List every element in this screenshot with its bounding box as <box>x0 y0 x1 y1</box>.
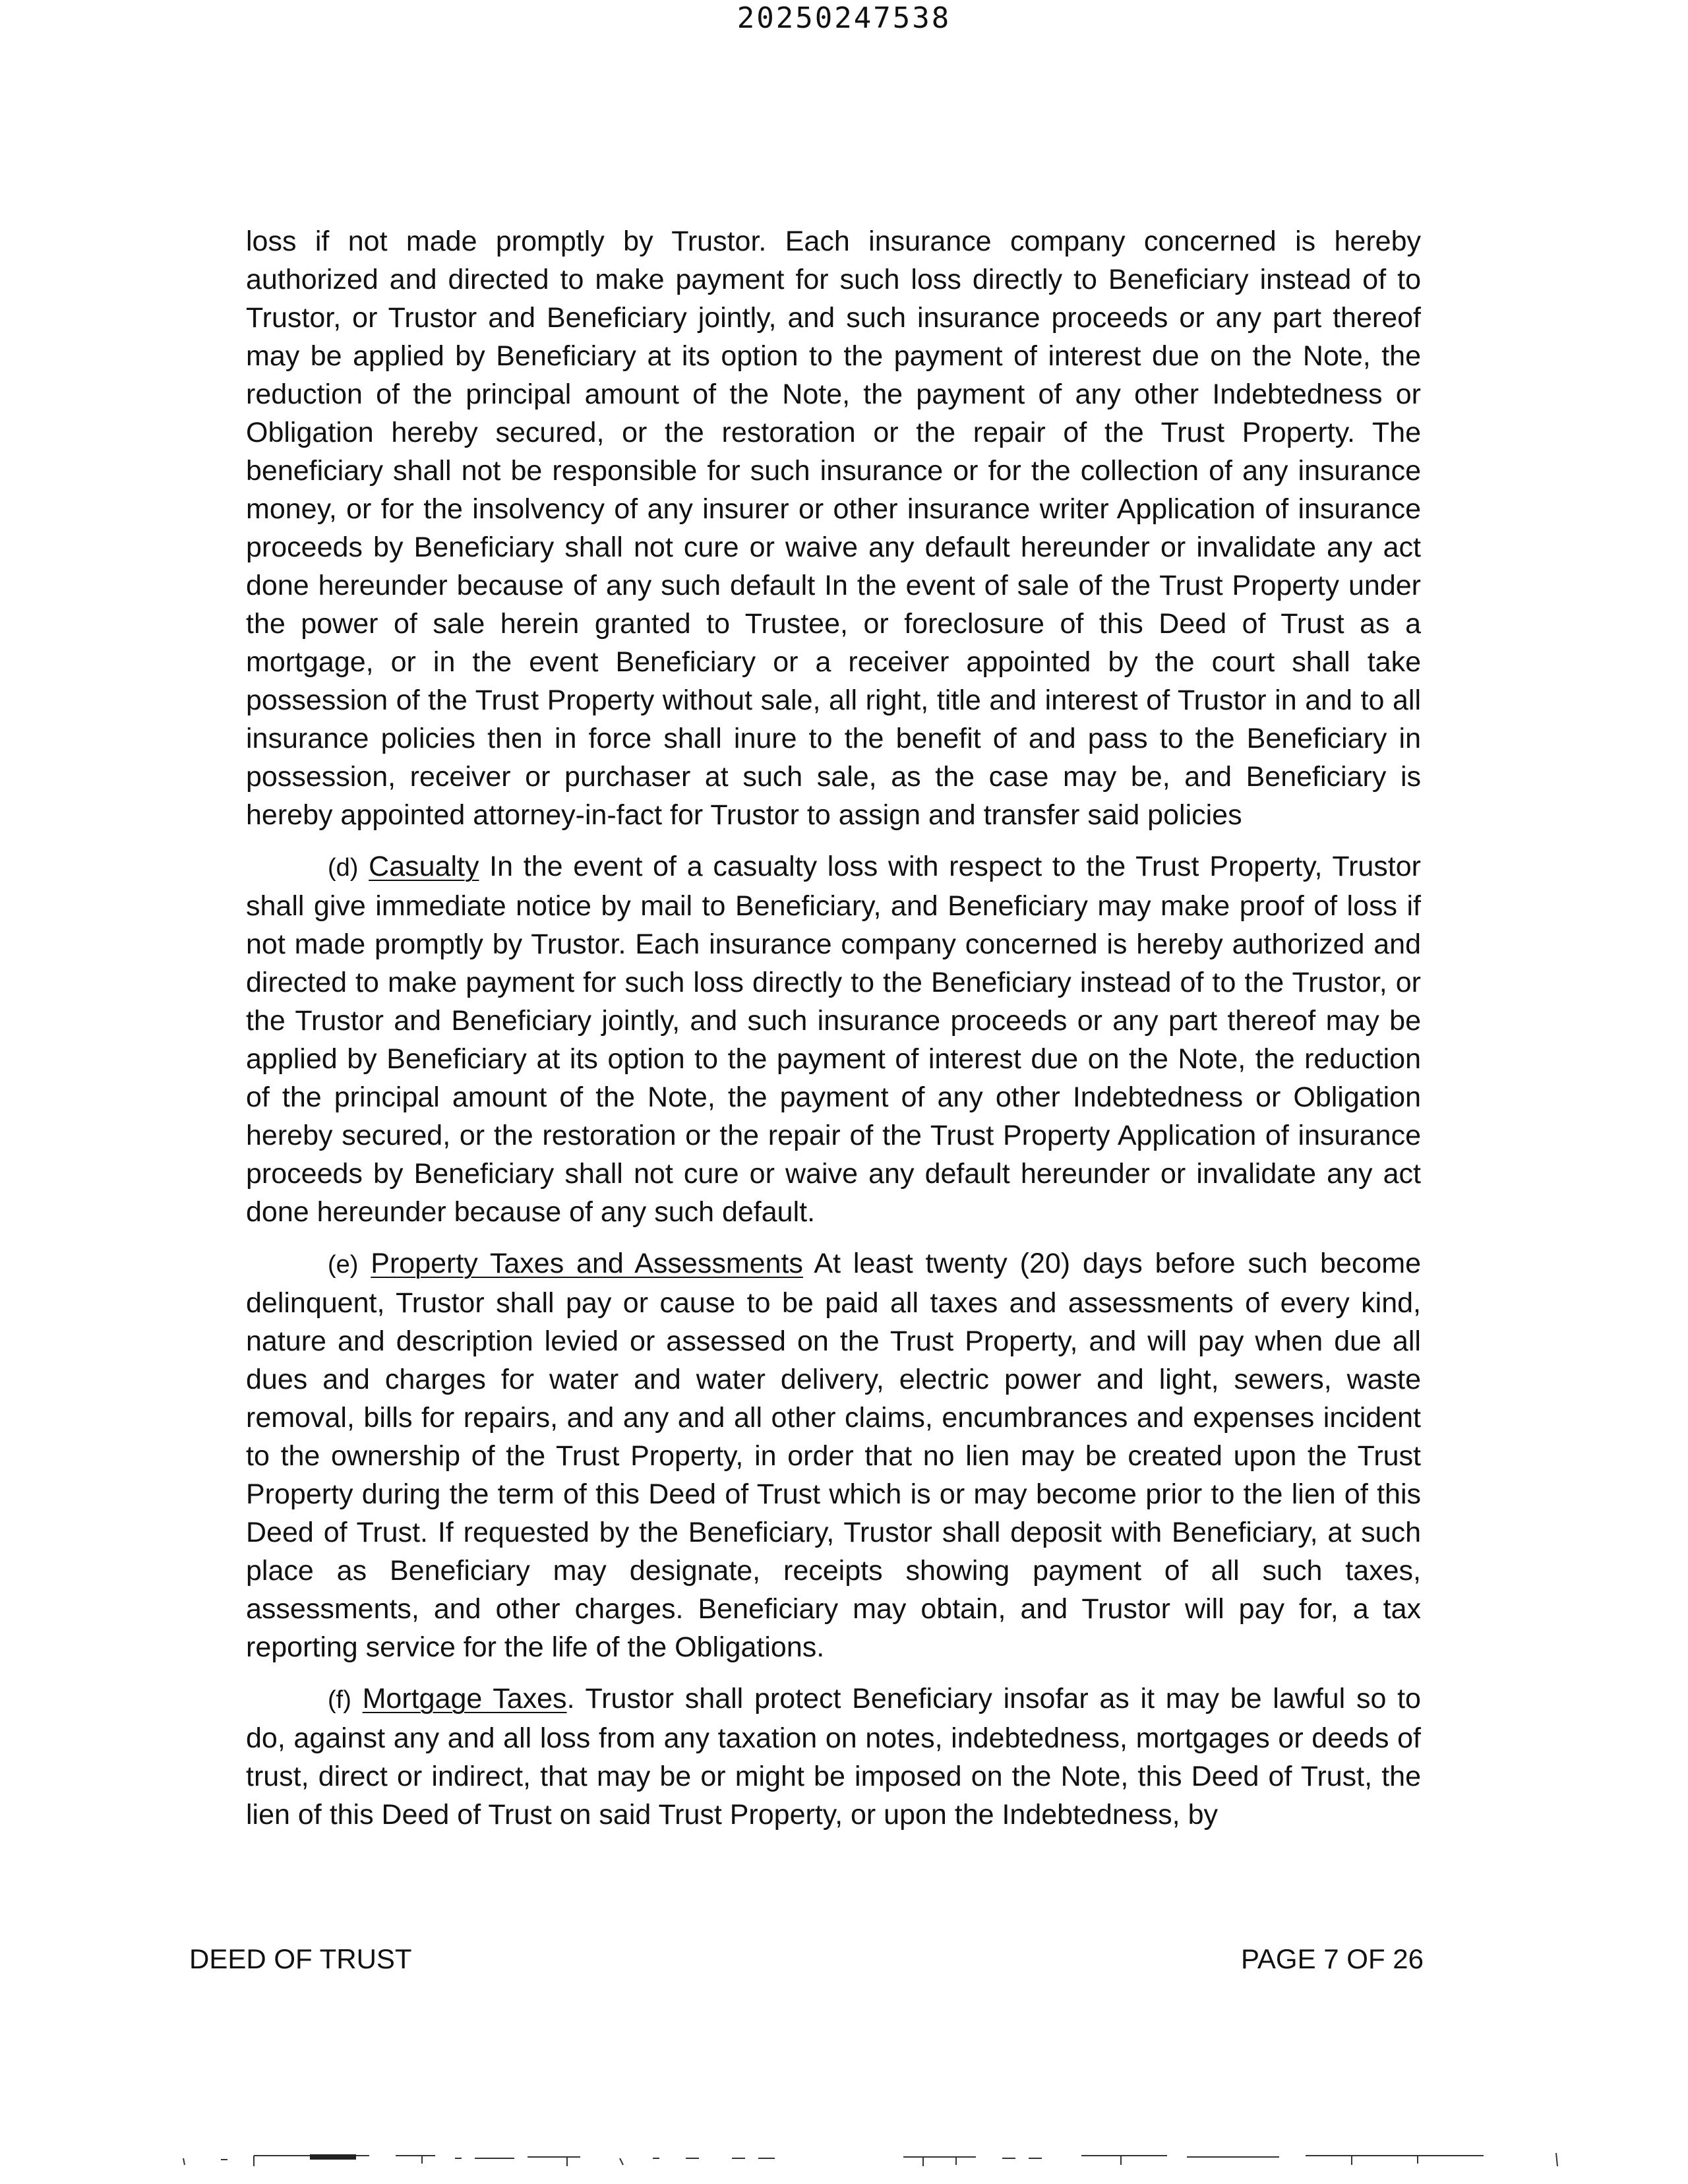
footer-page-number: PAGE 7 OF 26 <box>1241 1943 1424 1974</box>
paragraph-insurance-continued: loss if not made promptly by Trustor. Each insurance company concerned is hereby authorized and directed to make payment for such loss directly to Beneficiary instead of to Trustor, or Trustor and Beneficiary jointly, and such insurance proceeds or any part thereof may be applied by Beneficiary at its option to the payment of interest due on the Note, the reduction of the principal amount of the Note, the payment of any other Indebtedness or Obligation hereby secured, or the restoration or the repair of the Trust Property. The beneficiary shall not be responsible for such insurance or for the collection of any insurance money, or for the insolvency of any insurer or other insurance writer Application of insurance proceeds by Beneficiary shall not cure or waive any default hereunder or invalidate any act done hereunder because of any such default In the event of sale of the Trust Property under the power of sale herein granted to Trustee, or foreclosure of this Deed of Trust as a mortgage, or in the event Beneficiary or a receiver appointed by the court shall take possession of the Trust Property without sale, all right, title and interest of Trustor in and to all insurance policies then in force shall inure to the benefit of and pass to the Beneficiary in possession, receiver or purchaser at such sale, as the case may be, and Beneficiary is hereby appointed attorney-in-fact for Trustor to assign and transfer said policies <box>246 226 1421 831</box>
heading-casualty: Casualty <box>369 851 479 882</box>
document-number: 20250247538 <box>737 1 951 35</box>
scan-noise-strip <box>0 2146 1688 2173</box>
document-body <box>246 222 1421 1834</box>
paragraph-label-d: (d) <box>328 854 359 882</box>
paragraph-casualty <box>246 847 1421 1231</box>
footer-document-title: DEED OF TRUST <box>189 1943 412 1974</box>
paragraph-mortgage-taxes <box>246 1680 1421 1834</box>
paragraph-property-taxes <box>246 1244 1421 1666</box>
heading-property-taxes: Property Taxes and Assessments <box>371 1248 803 1279</box>
paragraph-label-e: (e) <box>328 1251 359 1279</box>
casualty-text: In the event of a casualty loss with respect to the Trust Property, Trustor shall give immediate notice by mail to Beneficiary, and Beneficiary may make proof of loss if not made promptly by Trustor. Each insurance company concerned is hereby authorized and directed to make payment for such loss directly to the Beneficiary instead of to the Trustor, or the Trustor and Beneficiary jointly, and such insurance proceeds or any part thereof may be applied by Beneficiary at its option to the payment of interest due on the Note, the reduction of the principal amount of the Note, the payment of any other Indebtedness or Obligation hereby secured, or the restoration or the repair of the Trust Property Application of insurance proceeds by Beneficiary shall not cure or waive any default hereunder or invalidate any act done hereunder because of any such default. <box>246 851 1421 1228</box>
property-taxes-text: At least twenty (20) days before such become delinquent, Trustor shall pay or cause to be paid all taxes and assessments of every kind, nature and description levied or assessed on the Trust Property, and will pay when due all dues and charges for water and water delivery, electric power and light, sewers, waste removal, bills for repairs, and any and all other claims, encumbrances and expenses incident to the ownership of the Trust Property, in order that no lien may be created upon the Trust Property during the term of this Deed of Trust which is or may become prior to the lien of this Deed of Trust. If requested by the Beneficiary, Trustor shall deposit with Beneficiary, at such place as Beneficiary may designate, receipts showing payment of all such taxes, assessments, and other charges. Beneficiary may obtain, and Trustor will pay for, a tax reporting service for the life of the Obligations. <box>246 1248 1422 1663</box>
paragraph-label-f: (f) <box>328 1686 351 1714</box>
heading-mortgage-taxes: Mortgage Taxes <box>362 1683 567 1714</box>
mortgage-taxes-text: . Trustor shall protect Beneficiary insofar as it may be lawful so to do, against any and all loss from any taxation on notes, indebtedness, mortgages or deeds of trust, direct or indirect, that may be or might be imposed on the Note, this Deed of Trust, the lien of this Deed of Trust on said Trust Property, or upon the Indebtedness, by <box>246 1683 1421 1831</box>
